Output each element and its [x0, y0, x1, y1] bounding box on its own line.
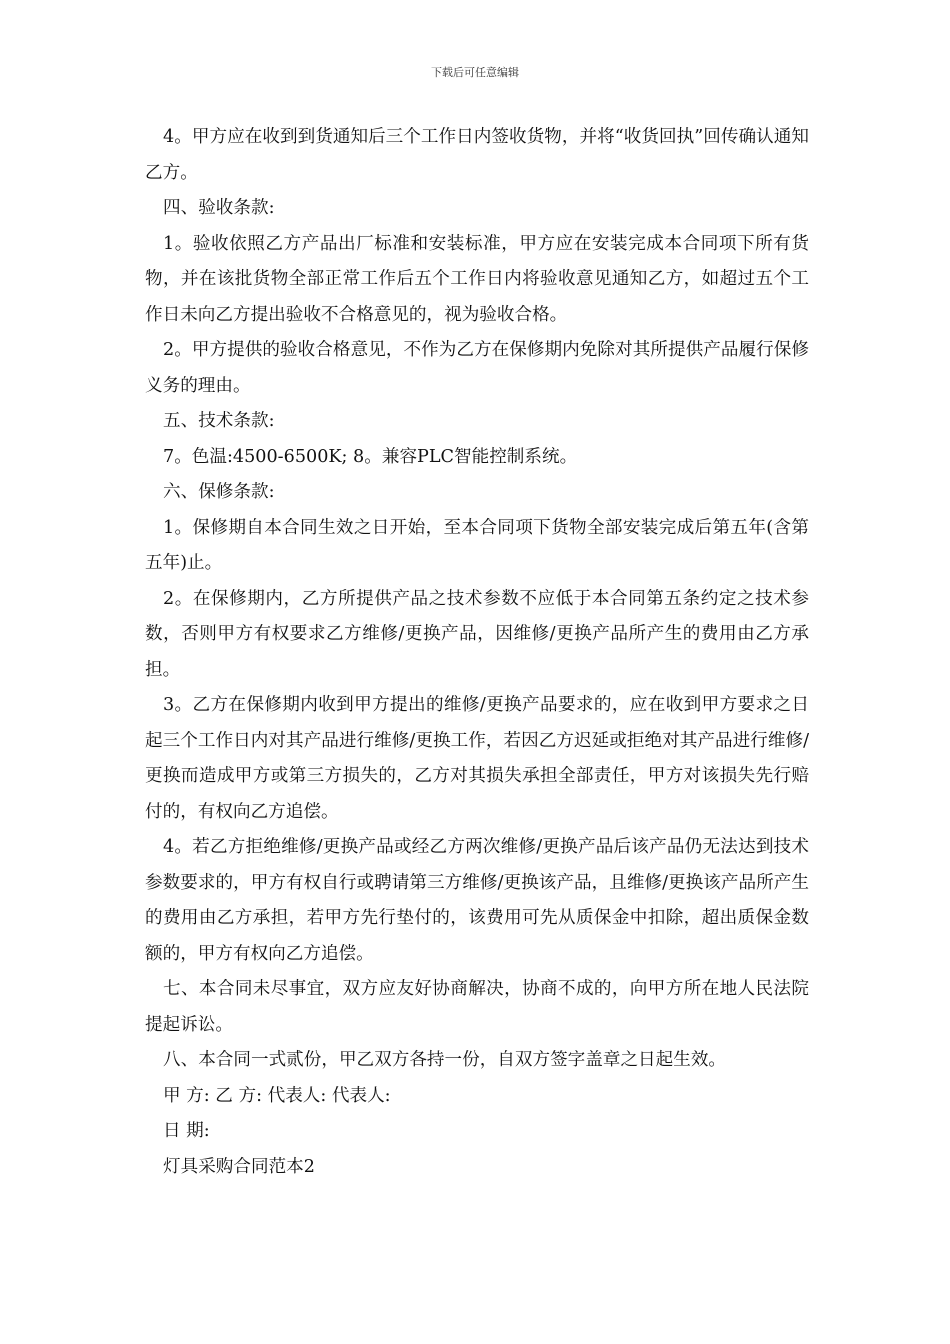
signature-date-line: 日 期: — [163, 1121, 210, 1141]
section-heading-warranty: 六、保修条款: — [163, 482, 275, 502]
section-heading-acceptance: 四、验收条款: — [163, 198, 275, 218]
document-body — [145, 120, 809, 1185]
paragraph-warranty-response: 3。乙方在保修期内收到甲方提出的维修/更换产品要求的，应在收到甲方要求之日起三个工作日内对其产品进行维修/更换工作，若因乙方迟延或拒绝对其产品进行维修/更换而造成甲方或第三方损失的，乙方对其损失承担全部责任，甲方对该损失先行赔付的，有权向乙方追偿。 — [145, 695, 809, 822]
paragraph-acceptance-standard: 1。验收依照乙方产品出厂标准和安装标准，甲方应在安装完成本合同项下所有货物，并在该批货物全部正常工作后五个工作日内将验收意见通知乙方，如超过五个工作日未向乙方提出验收不合格意见的，视为验收合格。 — [145, 233, 809, 325]
paragraph-contract-copies: 八、本合同一式贰份，甲乙双方各持一份，自双方签字盖章之日起生效。 — [163, 1050, 727, 1070]
paragraph-dispute-resolution: 七、本合同未尽事宜，双方应友好协商解决，协商不成的，向甲方所在地人民法院提起诉讼。 — [145, 979, 809, 1035]
paragraph-warranty-parameters: 2。在保修期内，乙方所提供产品之技术参数不应低于本合同第五条约定之技术参数，否则甲方有权要求乙方维修/更换产品，因维修/更换产品所产生的费用由乙方承担。 — [145, 588, 809, 680]
paragraph-receipt-confirmation: 4。甲方应在收到到货通知后三个工作日内签收货物，并将“收货回执”回传确认通知乙方。 — [145, 127, 809, 183]
paragraph-warranty-period: 1。保修期自本合同生效之日开始，至本合同项下货物全部安装完成后第五年(含第五年)止。 — [145, 517, 809, 573]
paragraph-technical-specs: 7。色温:4500-6500K; 8。兼容PLC智能控制系统。 — [163, 446, 578, 467]
paragraph-warranty-refusal: 4。若乙方拒绝维修/更换产品或经乙方两次维修/更换产品后该产品仍无法达到技术参数要求的，甲方有权自行或聘请第三方维修/更换该产品，且维修/更换该产品所产生的费用由乙方承担，若甲方先行垫付的，该费用可先从质保金中扣除，超出质保金数额的，甲方有权向乙方追偿。 — [145, 837, 809, 964]
paragraph-acceptance-opinion: 2。甲方提供的验收合格意见，不作为乙方在保修期内免除对其所提供产品履行保修义务的理由。 — [145, 340, 809, 396]
page-header: 下载后可任意编辑 — [431, 66, 519, 79]
section-heading-technical: 五、技术条款: — [163, 411, 275, 431]
next-document-title: 灯具采购合同范本2 — [163, 1156, 315, 1177]
signature-parties-line: 甲 方: 乙 方: 代表人: 代表人: — [163, 1085, 391, 1106]
